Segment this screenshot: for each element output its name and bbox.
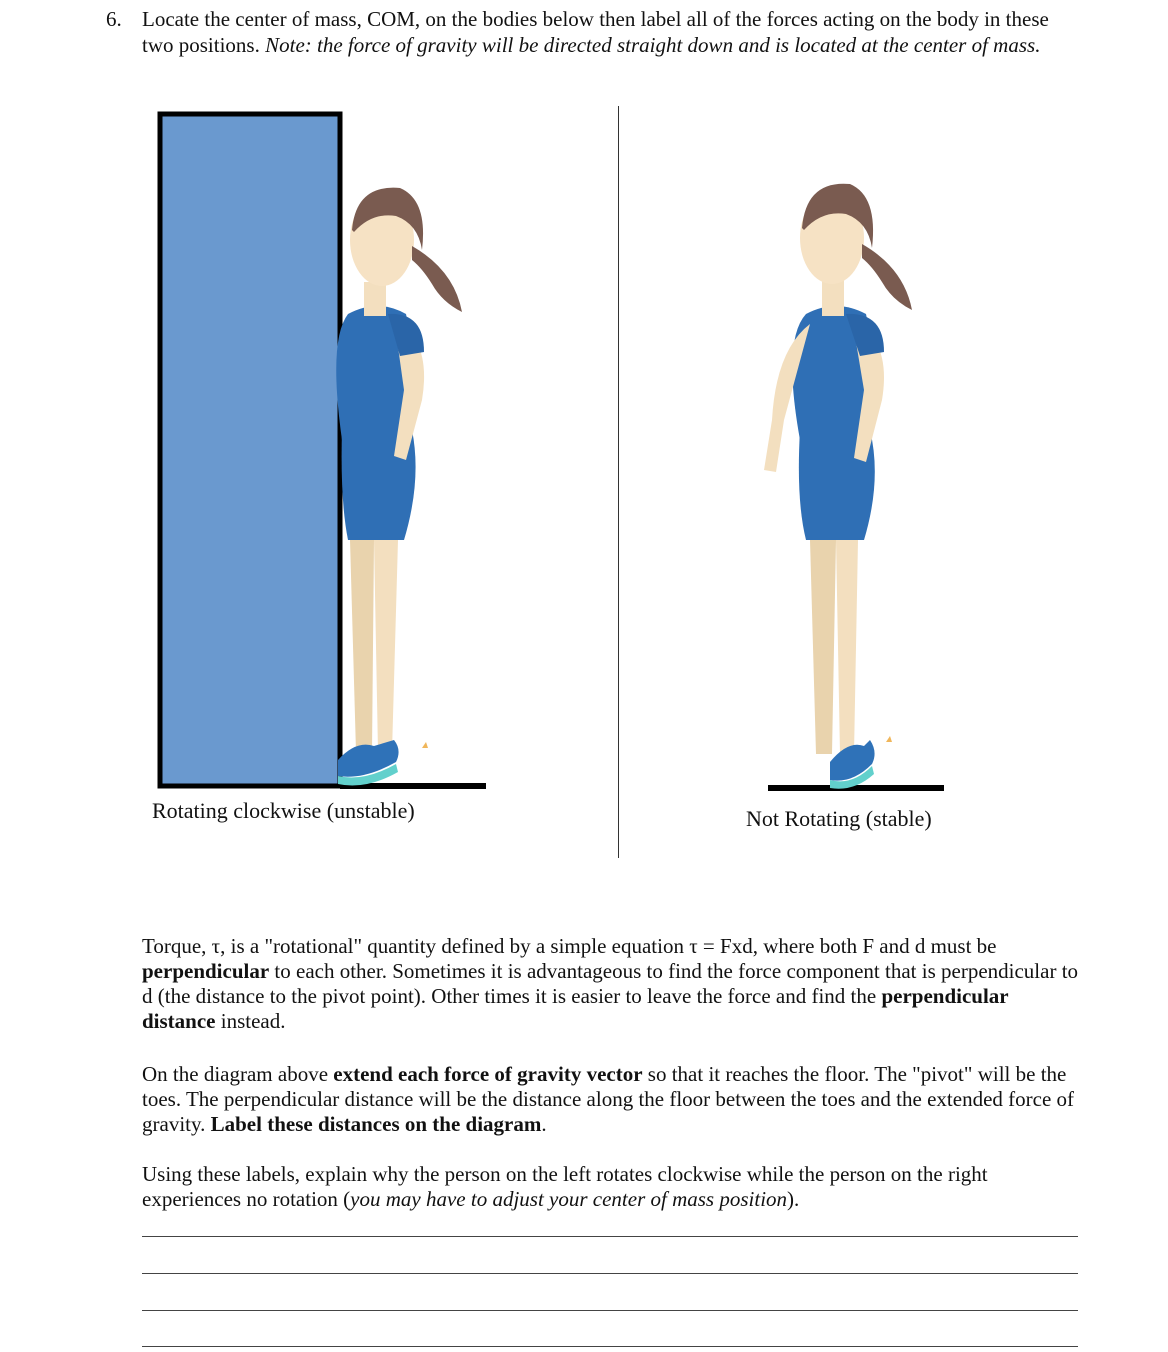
para1-bold-2: perpendicular distance: [142, 984, 1009, 1033]
para3-text-2: ).: [787, 1187, 800, 1211]
wall: [160, 114, 340, 786]
para2-bold-1: extend each force of gravity vector: [333, 1062, 643, 1086]
question-note: Note: the force of gravity will be directed straight down and is located at the center of mass.: [265, 33, 1041, 57]
explain-paragraph: [142, 1162, 1082, 1212]
para3-text-1: Using these labels, explain why the person on the left rotates clockwise while the person on the right experiences no rotation (: [142, 1162, 988, 1211]
para1-bold-1: perpendicular: [142, 959, 270, 983]
answer-line[interactable]: [142, 1346, 1078, 1347]
para2-text-2: so that it reaches the floor. The "pivot" will be the toes. The perpendicular distance will be the distance along the floor between the toes and the extended force of gravity.: [142, 1062, 1075, 1136]
para1-text-3: instead.: [220, 1009, 286, 1033]
question-number: 6.: [106, 7, 122, 31]
torque-paragraph: [142, 934, 1082, 1034]
right-caption: Not Rotating (stable): [746, 806, 932, 831]
person-left: [336, 188, 462, 786]
para1-text-2: to each other. Sometimes it is advantageous to find the force component that is perpendicular to d (the distance to the pivot point). Other times it is easier to leave the force and find the: [142, 959, 1079, 1008]
question-text: [142, 6, 1082, 58]
answer-line[interactable]: [142, 1310, 1078, 1311]
answer-line[interactable]: [142, 1273, 1078, 1274]
para2-bold-2: Label these distances on the diagram: [210, 1112, 542, 1136]
para2-text-1: On the diagram above: [142, 1062, 329, 1086]
extend-gravity-paragraph: [142, 1062, 1082, 1137]
para3-italic: you may have to adjust your center of mass position: [350, 1187, 788, 1211]
para1-text-1: Torque, τ, is a "rotational" quantity defined by a simple equation τ = Fxd, where both F and d must be: [142, 934, 997, 958]
figure-divider: [618, 106, 619, 858]
para2-text-3: .: [541, 1112, 547, 1136]
left-figure: [150, 100, 500, 800]
left-caption: Rotating clockwise (unstable): [152, 798, 415, 823]
right-figure: [660, 100, 960, 800]
question-instruction: Locate the center of mass, COM, on the bodies below then label all of the forces acting on the body in these two positions.: [142, 7, 1049, 57]
person-right: [764, 184, 912, 789]
answer-line[interactable]: [142, 1236, 1078, 1237]
